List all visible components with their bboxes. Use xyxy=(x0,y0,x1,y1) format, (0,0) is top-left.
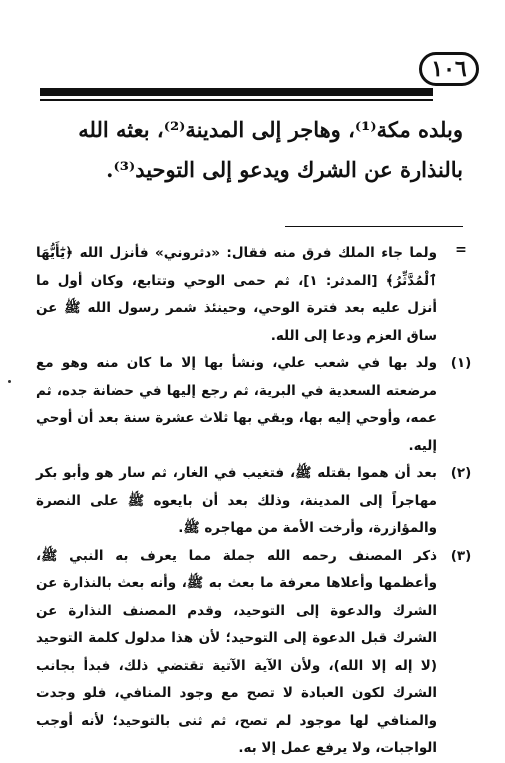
footnote-marker: = xyxy=(455,242,467,258)
header-thick-rule xyxy=(40,88,433,96)
footnote-text: ذكر المصنف رحمه الله جملة مما يعرف به النبي ﷺ، وأعظمها وأعلاها معرفة ما بعث به ﷺ، وأنه بعث بالنذارة عن الشرك والدعوة إلى التوحيد، وقدم المصنف النذارة عن الشرك قبل الدعوة إلى التوحيد؛ لأن هذا مدلول كلمة التوحيد (لا إله إلا الله)، ولأن الآية الآتية تقتضي ذلك، فبدأ بجانب الشرك لكون العبادة لا تصح مع وجود المنافي، فلو وجدت والمنافي لها موجود لم تصح، ثم ثنى بالتوحيد؛ لأنه أوجب الواجبات، ولا يرفع عمل إلا به. xyxy=(36,547,437,756)
footnote-text: بعد أن هموا بقتله ﷺ، فتغيب في الغار، ثم سار هو وأبو بكر مهاجراً إلى المدينة، وذلك بعد أن بايعوه ﷺ على النصرة والمؤازرة، وأرخت الأمة من مهاجره ﷺ. xyxy=(36,465,437,536)
footnote-2 xyxy=(36,460,485,543)
footnote-text: ولد بها في شعب علي، ونشأ بها إلا ما كان منه وهو مع مرضعته السعدية في البرية، ثم رجع إليها في حضانة جده، ثم عمه، وأوحي إليه بها، وبقي بها ثلاث عشرة سنة بعد أن أوحي إليه. xyxy=(36,355,437,454)
footnote-1 xyxy=(36,350,485,460)
footnote-marker: (٣) xyxy=(450,547,472,564)
footnote-3 xyxy=(36,543,485,763)
margin-dot xyxy=(8,380,11,383)
footnotes xyxy=(36,240,485,763)
page-number: ١٠٦ xyxy=(419,52,479,86)
footnote-continuation xyxy=(36,240,485,350)
main-paragraph: وبلده مكة⁽¹⁾، وهاجر إلى المدينة⁽²⁾، بعثه الله بالنذارة عن الشرك ويدعو إلى التوحيد⁽³⁾. xyxy=(78,117,463,182)
footnote-marker: (٢) xyxy=(450,465,472,481)
footnote-marker: (١) xyxy=(450,355,472,371)
footnote-separator xyxy=(285,226,463,227)
header-thin-rule xyxy=(40,99,433,101)
footnote-text: ولما جاء الملك فرق منه فقال: «دثروني» فأنزل الله ﴿يَٰٓأَيُّهَا ٱلْمُدَّثِّرُ﴾ [المدثر: ١]، ثم حمى الوحي وتتابع، وكان أول ما أنزل عليه بعد فترة الوحي، وحينئذ شمر رسول الله ﷺ عن ساق العزم ودعا إلى الله. xyxy=(36,245,437,344)
